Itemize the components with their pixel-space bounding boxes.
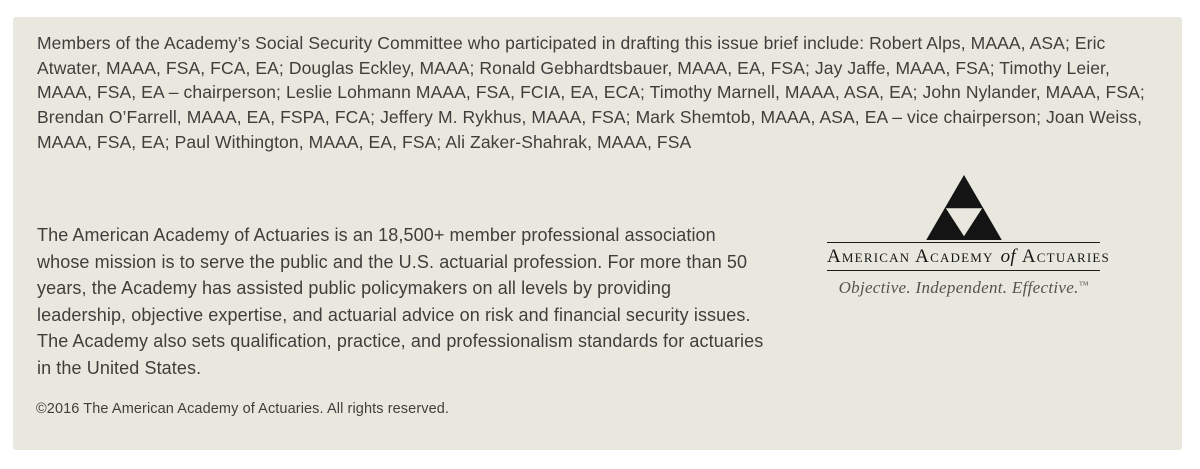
- logo-rule-bottom: [827, 270, 1100, 271]
- academy-logo-name: [827, 243, 1110, 270]
- committee-credits-paragraph: Members of the Academy’s Social Security Committee who participated in drafting this issue brief include: Robert Alps, MAAA, ASA; Eric Atwater, MAAA, FSA, FCA, EA; Douglas Eckley, MAAA; Ronald Gebhardtsbauer, MAAA, EA, FSA; Jay Jaffe, MAAA, FSA; Timothy Leier, MAAA, FSA, EA – chairperson; Leslie Lohmann MAAA, FSA, FCIA, EA, ECA; Timothy Marnell, MAAA, ASA, EA; John Nylander, MAAA, FSA; Brendan O’Farrell, MAAA, EA, FSPA, FCA; Jeffery M. Rykhus, MAAA, FSA; Mark Shemtob, MAAA, ASA, EA – vice chairperson; Joan Weiss, MAAA, FSA, EA; Paul Withington, MAAA, EA, FSA; Ali Zaker-Shahrak, MAAA, FSA: [37, 33, 1145, 152]
- academy-description-paragraph: The American Academy of Actuaries is an 18,500+ member professional association whose mission is to serve the public and the U.S. actuarial profession. For more than 50 years, the Academy has assisted public policymakers on all levels by providing leadership, objective expertise, and actuarial advice on risk and financial security issues. The Academy also sets qualification, practice, and professionalism standards for actuaries in the United States.: [37, 225, 764, 378]
- logo-name-of: of: [1000, 246, 1016, 267]
- logo-name-part2: Actuaries: [1021, 246, 1110, 267]
- copyright-line: ©2016 The American Academy of Actuaries. All rights reserved.: [36, 401, 450, 417]
- tagline-text: Objective. Independent. Effective.: [838, 278, 1079, 297]
- academy-logo-tagline: [827, 278, 1100, 298]
- info-panel: [13, 17, 1182, 450]
- trademark-symbol: ™: [1078, 280, 1089, 291]
- academy-logo: [827, 175, 1110, 298]
- logo-name-part1: American Academy: [827, 246, 994, 267]
- academy-logo-triangle-icon: [926, 175, 1002, 240]
